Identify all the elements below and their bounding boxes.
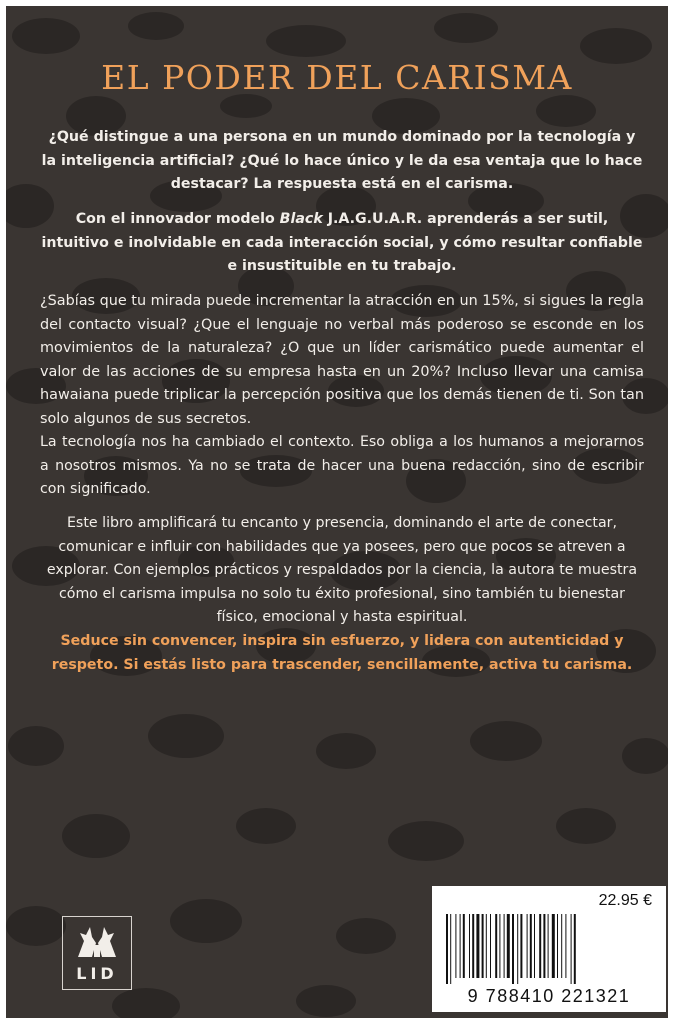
price-label: 22.95 € (598, 892, 652, 909)
model-paragraph (40, 208, 644, 279)
model-name-italic: Black (279, 211, 323, 227)
book-description-paragraph: Este libro amplificará tu encanto y presencia, dominando el arte de conectar, comunicar e influir con habilidades que ya posees, pero que pocos se atreven a explorar. Con ejemplos prácticos y respaldados por la ciencia, la autora te muestra cómo el carisma impulsa no solo tu éxito profesional, sino también tu bienestar físico, emocional y hasta espiritual. (46, 515, 638, 625)
tagline-paragraph: Seduce sin convencer, inspira sin esfuerzo, y lidera con autenticidad y respeto. Si estás listo para trascender, sencillamente, activa tu carisma. (51, 633, 633, 673)
barcode-icon (444, 914, 654, 984)
publisher-logo (62, 916, 132, 990)
technology-paragraph: La tecnología nos ha cambiado el contexto. Eso obliga a los humanos a mejorarnos a nosotros mismos. Ya no se trata de hacer una buena redacción, sino de escribir con significado. (40, 434, 644, 497)
model-paragraph-start: Con el innovador modelo (75, 211, 280, 227)
book-title: EL PODER DEL CARISMA (101, 58, 573, 97)
book-back-cover (6, 6, 668, 1018)
questions-paragraph: ¿Sabías que tu mirada puede incrementar la atracción en un 15%, si sigues la regla del contacto visual? ¿Que el lenguaje no verbal más poderoso se esconde en los movimientos de la naturaleza? ¿O que un líder carismático puede aumentar el valor de las acciones de su empresa hasta en un 20%? Incluso llevar una camisa hawaiana puede triplicar la percepción positiva que los demás tienen de ti. Son tan solo algunos de sus secretos. (40, 293, 644, 427)
model-paragraph-end: J.A.G.U.A.R. aprenderás a ser sutil, intuitivo e inolvidable en cada interacción social, y cómo resultar confiable e insustituible en tu trabajo. (41, 211, 643, 274)
isbn-number: 9 788410 221321 (467, 986, 631, 1006)
griffin-crest-icon (72, 923, 122, 961)
intro-paragraph: ¿Qué distingue a una persona en un mundo dominado por la tecnología y la inteligencia artificial? ¿Qué lo hace único y le da esa ventaja que lo hace destacar? La respuesta está en el carisma. (41, 129, 643, 192)
barcode-label (432, 886, 666, 1012)
publisher-logo-text: LID (76, 964, 118, 983)
